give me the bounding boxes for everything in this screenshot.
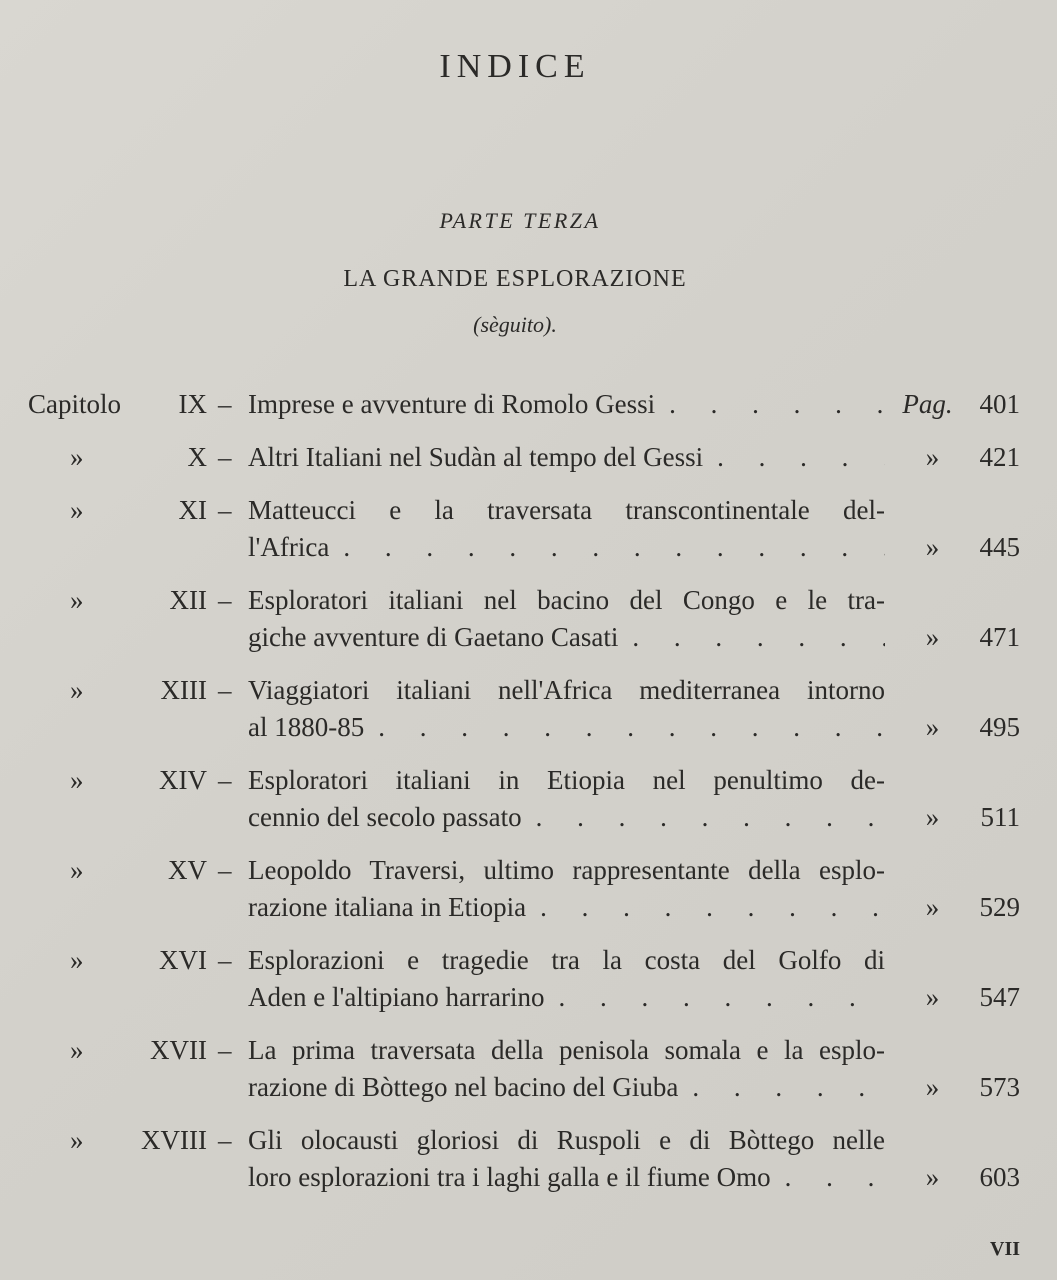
part-heading: PARTE TERZA: [439, 208, 601, 233]
chapter-label: »: [70, 585, 84, 615]
page-number: 529: [979, 892, 1020, 922]
chapter-number: IX: [178, 389, 207, 419]
dot-leader: [703, 439, 885, 476]
chapter-number: XVI: [159, 945, 207, 975]
chapter-title: [248, 386, 885, 423]
page-number: 495: [979, 712, 1020, 742]
chapter-title: Matteucci e la traversata transcontinentale del-: [248, 495, 885, 525]
toc-entry-line: [0, 799, 1057, 836]
chapter-title: Esplorazioni e tragedie tra la costa del Golfo di: [248, 945, 885, 975]
chapter-title-text: al 1880-85: [248, 712, 365, 742]
page-prefix: Pag.: [902, 389, 953, 419]
page-prefix: »: [925, 1162, 940, 1192]
toc-entry-line: [0, 852, 1057, 889]
chapter-label: »: [70, 675, 84, 705]
toc-entry: [0, 672, 1057, 746]
toc-entry: [0, 582, 1057, 656]
chapter-title-text: razione italiana in Etiopia: [248, 892, 527, 922]
page-prefix: »: [925, 622, 940, 652]
chapter-number: XII: [169, 585, 207, 615]
page-prefix: »: [925, 532, 940, 562]
chapter-title: [248, 889, 885, 926]
toc-entry-line: [0, 672, 1057, 709]
toc-entry-line: [0, 1122, 1057, 1159]
chapter-number: XIII: [160, 675, 207, 705]
dot-leader: [522, 799, 885, 836]
chapter-number: XVII: [150, 1035, 207, 1065]
dot-leader: [618, 619, 885, 656]
toc-entry-line: [0, 529, 1057, 566]
toc-entry: [0, 1122, 1057, 1196]
chapter-title: [248, 979, 885, 1016]
subtitle-text: (sèguito).: [473, 312, 557, 337]
toc-entry-line: [0, 942, 1057, 979]
page-number: 421: [979, 442, 1020, 472]
chapter-label: »: [70, 442, 84, 472]
toc-entry-line: [0, 619, 1057, 656]
dash: –: [218, 495, 232, 525]
toc-entry-line: [0, 979, 1057, 1016]
dash: –: [218, 945, 232, 975]
chapter-title-text: l'Africa: [248, 532, 330, 562]
chapter-title-text: giche avventure di Gaetano Casati: [248, 622, 619, 652]
chapter-title: Gli olocausti gloriosi di Ruspoli e di Bòttego nelle: [248, 1125, 885, 1155]
chapter-number: XVIII: [141, 1125, 207, 1155]
chapter-title-text: Altri Italiani nel Sudàn al tempo del Gessi: [248, 442, 704, 472]
table-of-contents: [0, 386, 1057, 1212]
dash: –: [218, 389, 232, 419]
chapter-label: »: [70, 765, 84, 795]
chapter-title: [248, 1159, 885, 1196]
index-title: INDICE: [439, 48, 591, 85]
dot-leader: [545, 979, 886, 1016]
chapter-title-text: Aden e l'altipiano harrarino: [248, 982, 545, 1012]
page-prefix: »: [925, 802, 940, 832]
toc-entry-line: [0, 709, 1057, 746]
dash: –: [218, 1125, 232, 1155]
toc-entry: [0, 762, 1057, 836]
toc-entry-line: [0, 386, 1057, 423]
dot-leader: [526, 889, 885, 926]
page-prefix: »: [925, 712, 940, 742]
toc-entry: [0, 942, 1057, 1016]
chapter-number: XI: [178, 495, 207, 525]
chapter-number: X: [187, 442, 207, 472]
page-prefix: »: [925, 982, 940, 1012]
chapter-title: Leopoldo Traversi, ultimo rappresentante della esplo-: [248, 855, 885, 885]
toc-entry: [0, 386, 1057, 423]
chapter-title: Viaggiatori italiani nell'Africa mediterranea intorno: [248, 675, 885, 705]
page-prefix: »: [925, 1072, 940, 1102]
dash: –: [218, 442, 232, 472]
dash: –: [218, 855, 232, 885]
chapter-label: »: [70, 1125, 84, 1155]
dash: –: [218, 585, 232, 615]
toc-entry: [0, 492, 1057, 566]
toc-entry: [0, 1032, 1057, 1106]
page-number: 445: [979, 532, 1020, 562]
toc-entry-line: [0, 1069, 1057, 1106]
chapter-title: [248, 709, 885, 746]
toc-entry-line: [0, 582, 1057, 619]
chapter-title: Esploratori italiani in Etiopia nel penultimo de-: [248, 765, 885, 795]
page-prefix: »: [925, 442, 940, 472]
section-heading: LA GRANDE ESPLORAZIONE: [343, 266, 687, 292]
page-number-folio: VII: [990, 1238, 1021, 1260]
page-number: 511: [980, 802, 1020, 832]
dash: –: [218, 1035, 232, 1065]
toc-entry-line: [0, 1032, 1057, 1069]
chapter-number: XIV: [159, 765, 207, 795]
chapter-title-text: loro esplorazioni tra i laghi galla e il fiume Omo: [248, 1162, 771, 1192]
chapter-number: XV: [168, 855, 207, 885]
chapter-title: [248, 619, 885, 656]
toc-entry: [0, 852, 1057, 926]
chapter-title-text: razione di Bòttego nel bacino del Giuba: [248, 1072, 679, 1102]
chapter-title: La prima traversata della penisola somala e la esplo-: [248, 1035, 885, 1065]
dot-leader: [655, 386, 885, 423]
chapter-label: »: [70, 855, 84, 885]
chapter-label: »: [70, 495, 84, 525]
chapter-title-text: cennio del secolo passato: [248, 802, 522, 832]
page-prefix: »: [925, 892, 940, 922]
chapter-title: [248, 529, 885, 566]
chapter-title: [248, 1069, 885, 1106]
dash: –: [218, 765, 232, 795]
chapter-label: »: [70, 1035, 84, 1065]
toc-entry-line: [0, 439, 1057, 476]
chapter-label: Capitolo: [28, 389, 121, 419]
chapter-title: Esploratori italiani nel bacino del Congo e le tra-: [248, 585, 885, 615]
chapter-title-text: Imprese e avventure di Romolo Gessi: [248, 389, 656, 419]
page-number: 573: [979, 1072, 1020, 1102]
page-number: 547: [979, 982, 1020, 1012]
dot-leader: [364, 709, 885, 746]
dot-leader: [678, 1069, 885, 1106]
dash: –: [218, 675, 232, 705]
toc-entry-line: [0, 889, 1057, 926]
chapter-title: [248, 799, 885, 836]
page-number: 401: [979, 389, 1020, 419]
toc-entry-line: [0, 1159, 1057, 1196]
page-number: 471: [979, 622, 1020, 652]
toc-entry-line: [0, 762, 1057, 799]
page-number: 603: [979, 1162, 1020, 1192]
toc-entry: [0, 439, 1057, 476]
chapter-label: »: [70, 945, 84, 975]
section-subtitle: [0, 312, 1030, 338]
chapter-title: [248, 439, 885, 476]
dot-leader: [771, 1159, 885, 1196]
toc-entry-line: [0, 492, 1057, 529]
dot-leader: [329, 529, 885, 566]
